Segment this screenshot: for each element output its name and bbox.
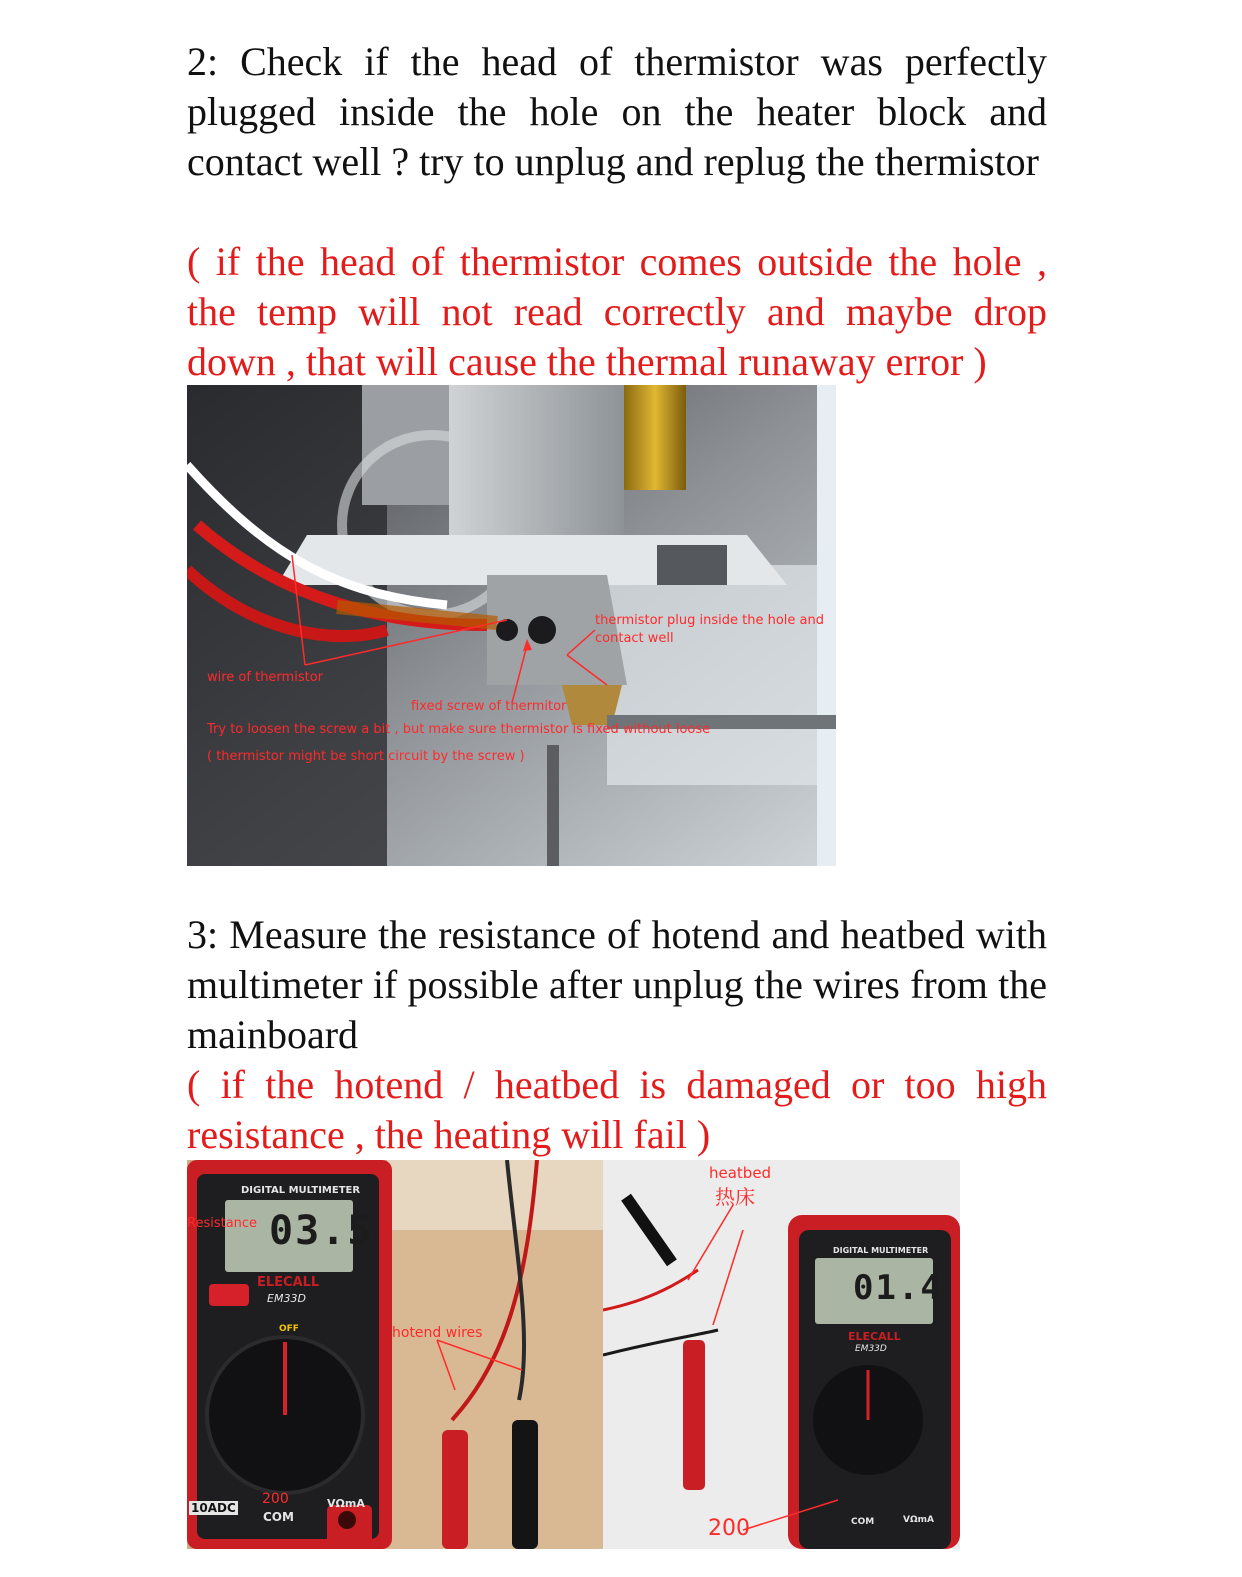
annotation-fixed-screw: fixed screw of thermitor	[411, 699, 567, 714]
section3-heading: 3: Measure the resistance of hotend and heatbed with multimeter if possible after unplug the wires from the mainboard	[187, 912, 1047, 1057]
meter-port-left: 10ADC	[191, 1501, 236, 1515]
section2-heading: 2: Check if the head of thermistor was perfectly plugged inside the hole on the heater block and contact well ? try to unplug and replug the thermistor	[187, 39, 1047, 184]
section3-note: ( if the hotend / heatbed is damaged or too high resistance , the heating will fail )	[187, 1062, 1047, 1157]
meter-off-left: OFF	[279, 1324, 299, 1334]
meter-model-left: EM33D	[267, 1292, 306, 1305]
hotend-thermistor-photo	[187, 385, 836, 866]
annotation-loosen-screw: Try to loosen the screw a bit , but make sure thermistor is fixed without loose	[207, 722, 711, 737]
meter-vma-left: VΩmA	[327, 1497, 365, 1510]
annotation-thermistor-wire: wire of thermistor	[207, 670, 323, 685]
heatbed-label-cn: 热床	[715, 1185, 755, 1209]
meter-com-left: COM	[263, 1510, 294, 1524]
meter-range-right: 200	[708, 1516, 750, 1541]
meter-title-left: DIGITAL MULTIMETER	[241, 1185, 361, 1196]
meter-range-left: 200	[262, 1491, 289, 1507]
meter-model-right: EM33D	[855, 1344, 887, 1354]
annotation-contact-well: contact well	[595, 631, 674, 646]
meter-title-right: DIGITAL MULTIMETER	[833, 1246, 929, 1255]
hotend-multimeter-photo	[187, 1160, 603, 1549]
meter-reading-right: 01.4	[853, 1268, 943, 1308]
meter-reading-left: 03.5	[269, 1208, 374, 1254]
meter-brand-right: ELECALL	[848, 1330, 901, 1343]
meter-com-right: COM	[851, 1517, 875, 1527]
annotation-thermistor-plug: thermistor plug inside the hole and	[595, 613, 824, 628]
meter-brand-left: ELECALL	[257, 1275, 320, 1290]
heatbed-multimeter-photo	[603, 1160, 960, 1549]
section2-note: ( if the head of thermistor comes outside the hole , the temp will not read correctly and maybe drop down , that will cause the thermal runaway error )	[187, 239, 1047, 384]
heatbed-label-en: heatbed	[709, 1164, 772, 1182]
resistance-label: Resistance	[187, 1216, 258, 1231]
hotend-wires-label: hotend wires	[392, 1325, 483, 1341]
heatbed-meter-drawing	[603, 1160, 960, 1549]
meter-vma-right: VΩmA	[903, 1515, 934, 1525]
annotation-short-circuit: ( thermistor might be short circuit by the screw )	[207, 749, 525, 764]
